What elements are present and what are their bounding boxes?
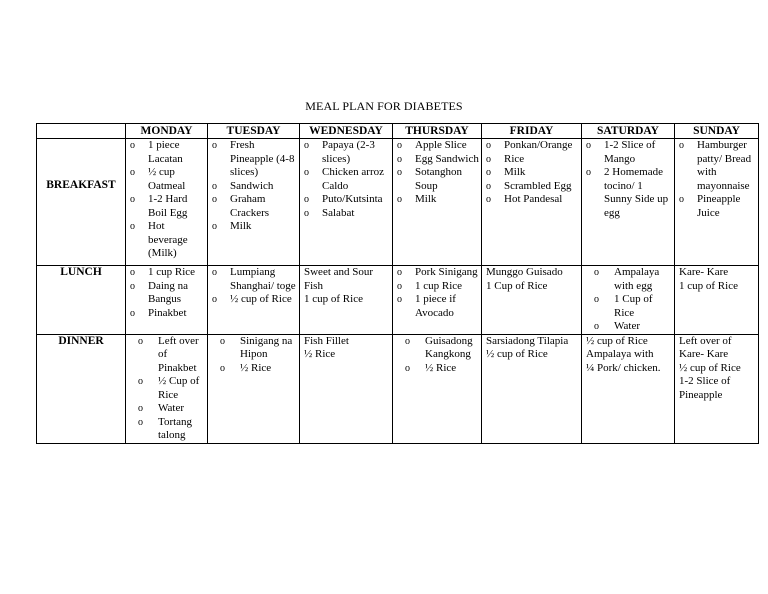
list-item: o Pinakbet xyxy=(128,307,205,321)
meal-cell xyxy=(126,266,208,335)
meal-line: ½ Rice xyxy=(304,348,336,360)
list-item: o ½ Rice xyxy=(210,362,297,376)
list-item: o ½ cup of Rice xyxy=(210,293,297,307)
meal-cell xyxy=(675,334,759,443)
meal-cell xyxy=(582,266,675,335)
list-item: o 1 cup Rice xyxy=(395,280,479,294)
meal-item-list xyxy=(395,335,479,376)
day-header: SATURDAY xyxy=(582,124,675,139)
day-header: TUESDAY xyxy=(208,124,300,139)
list-item: o Milk xyxy=(395,193,479,207)
list-item: o Sinigang na Hipon xyxy=(210,335,297,362)
meal-cell xyxy=(482,266,582,335)
meal-line: 1 cup of Rice xyxy=(679,279,738,292)
list-item: o 1 piece if Avocado xyxy=(395,293,479,320)
list-item: o Lumpiang Shanghai/ toge xyxy=(210,266,297,293)
meal-line: ½ cup of Rice xyxy=(586,334,648,347)
list-item: o 1 cup Rice xyxy=(128,266,205,280)
day-header: WEDNESDAY xyxy=(300,124,393,139)
meal-line: ½ cup of Rice xyxy=(486,348,548,360)
list-item: o Pineapple Juice xyxy=(677,193,756,220)
list-item: o Scrambled Egg xyxy=(484,180,579,194)
page-title: MEAL PLAN FOR DIABETES xyxy=(305,99,463,113)
list-item: o 1-2 Hard Boil Egg xyxy=(128,193,205,220)
list-item: o ½ Cup of Rice xyxy=(128,375,205,402)
list-item: o Salabat xyxy=(302,207,390,221)
list-item: o Water xyxy=(584,320,672,334)
meal-row-header: LUNCH xyxy=(37,266,126,335)
meal-cell xyxy=(208,334,300,443)
list-item: o 1 piece Lacatan xyxy=(128,139,205,166)
list-item: o Ponkan/Orange xyxy=(484,139,579,153)
meal-line: Munggo Guisado xyxy=(486,266,563,278)
meal-line: ½ cup of Rice xyxy=(679,361,741,374)
list-item: o 1-2 Slice of Mango xyxy=(584,139,672,166)
meal-cell xyxy=(393,334,482,443)
list-item: o 1 Cup of Rice xyxy=(584,293,672,320)
list-item: o Hamburger patty/ Bread with mayonnaise xyxy=(677,139,756,193)
meal-item-list xyxy=(395,266,479,320)
meal-cell xyxy=(393,266,482,335)
list-item: o Daing na Bangus xyxy=(128,280,205,307)
meal-line: Sweet and Sour Fish xyxy=(304,266,374,292)
day-header: SUNDAY xyxy=(675,124,759,139)
list-item: o Guisadong Kangkong xyxy=(395,335,479,362)
meal-row-header: DINNER xyxy=(37,334,126,443)
meal-line: Left over of Kare- Kare xyxy=(679,334,732,360)
meal-item-list xyxy=(302,139,390,220)
meal-plan-table xyxy=(36,123,759,444)
meal-item-list xyxy=(395,139,479,207)
meal-item-list xyxy=(128,335,205,443)
meal-cell xyxy=(300,139,393,266)
list-item: o Fresh Pineapple (4-8 slices) xyxy=(210,139,297,180)
meal-row-lunch xyxy=(37,266,759,335)
meal-line: Sarsiadong Tilapia xyxy=(486,334,569,347)
list-item: o Egg Sandwich xyxy=(395,153,479,167)
meal-cell xyxy=(582,334,675,443)
corner-cell xyxy=(37,124,126,139)
meal-cell xyxy=(126,139,208,266)
meal-item-list xyxy=(584,266,672,334)
meal-cell xyxy=(393,139,482,266)
list-item: o Apple Slice xyxy=(395,139,479,153)
list-item: o Sotanghon Soup xyxy=(395,166,479,193)
meal-cell xyxy=(208,139,300,266)
list-item: o ½ Rice xyxy=(395,362,479,376)
list-item: o 2 Homemade tocino/ 1 Sunny Side up egg xyxy=(584,166,672,220)
list-item: o Pork Sinigang xyxy=(395,266,479,280)
list-item: o Puto/Kutsinta xyxy=(302,193,390,207)
meal-line: Ampalaya with xyxy=(586,348,654,360)
list-item: o Milk xyxy=(484,166,579,180)
meal-cell xyxy=(675,139,759,266)
meal-cell xyxy=(482,139,582,266)
meal-item-list xyxy=(128,139,205,261)
list-item: o Rice xyxy=(484,153,579,167)
meal-item-list xyxy=(210,335,297,376)
meal-cell xyxy=(300,266,393,335)
meal-row-breakfast xyxy=(37,139,759,266)
meal-item-list xyxy=(677,139,756,220)
meal-line: 1 Cup of Rice xyxy=(486,279,548,292)
list-item: o Water xyxy=(128,402,205,416)
list-item: o Graham Crackers xyxy=(210,193,297,220)
meal-item-list xyxy=(210,139,297,234)
meal-cell xyxy=(126,334,208,443)
list-item: o Chicken arroz Caldo xyxy=(302,166,390,193)
list-item: o Milk xyxy=(210,220,297,234)
meal-cell xyxy=(208,266,300,335)
meal-item-list xyxy=(210,266,297,307)
meal-row-dinner xyxy=(37,334,759,443)
meal-line: 1-2 Slice of Pineapple xyxy=(679,375,731,401)
meal-line: ¼ Pork/ chicken. xyxy=(586,361,661,374)
meal-item-list xyxy=(128,266,205,320)
day-header: FRIDAY xyxy=(482,124,582,139)
meal-line: Fish Fillet xyxy=(304,334,349,347)
meal-cell xyxy=(482,334,582,443)
meal-cell xyxy=(300,334,393,443)
meal-row-header: BREAKFAST xyxy=(37,139,126,266)
list-item: o Hot Pandesal xyxy=(484,193,579,207)
meal-cell xyxy=(675,266,759,335)
meal-item-list xyxy=(484,139,579,207)
day-header: MONDAY xyxy=(126,124,208,139)
meal-line: Kare- Kare xyxy=(679,266,729,278)
list-item: o Hot beverage (Milk) xyxy=(128,220,205,261)
list-item: o Papaya (2-3 slices) xyxy=(302,139,390,166)
meal-cell xyxy=(582,139,675,266)
header-row xyxy=(37,124,759,139)
list-item: o Tortang talong xyxy=(128,416,205,443)
meal-item-list xyxy=(584,139,672,220)
meal-line: 1 cup of Rice xyxy=(304,293,363,305)
list-item: o Ampalaya with egg xyxy=(584,266,672,293)
list-item: o ½ cup Oatmeal xyxy=(128,166,205,193)
day-header: THURSDAY xyxy=(393,124,482,139)
list-item: o Sandwich xyxy=(210,180,297,194)
list-item: o Left over of Pinakbet xyxy=(128,335,205,376)
